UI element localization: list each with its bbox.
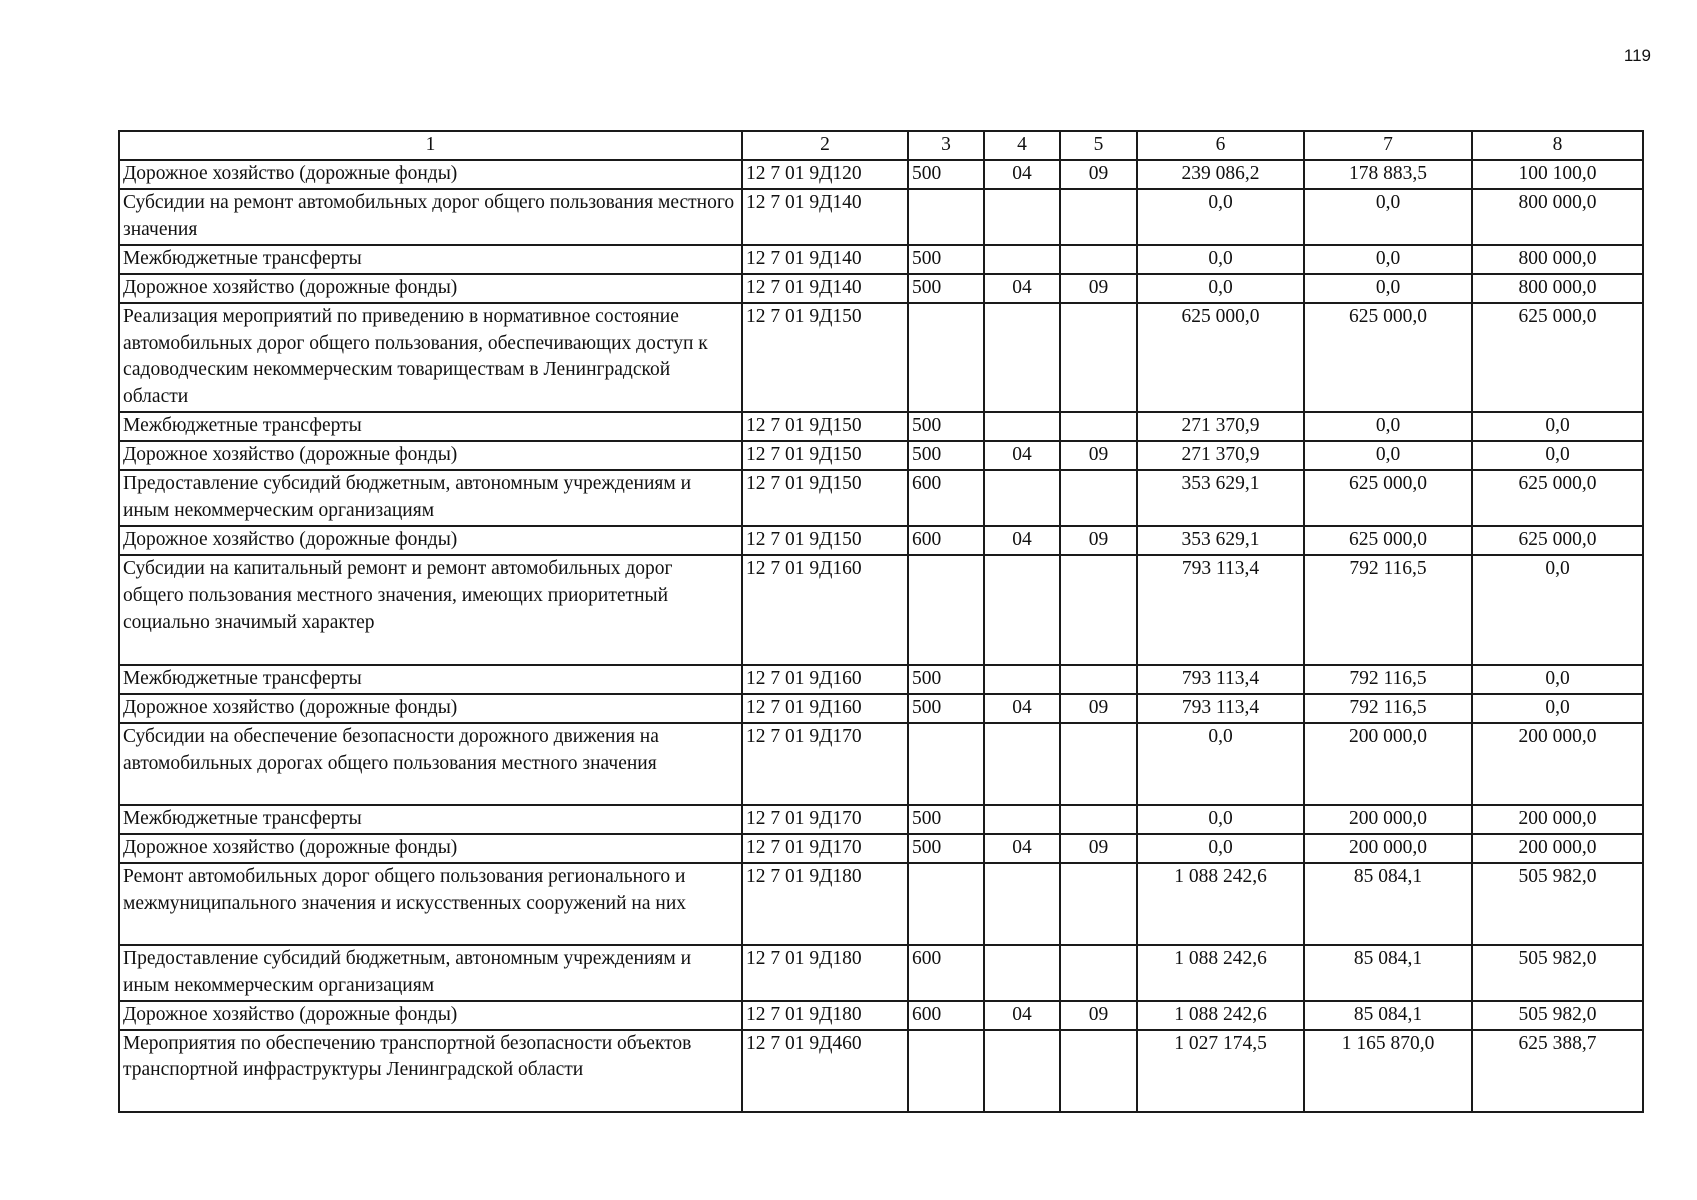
row-value-7: 0,0 xyxy=(1304,412,1472,441)
row-name: Субсидии на обеспечение безопасности дорожного движения на автомобильных дорогах общего пользования местного значения xyxy=(119,723,742,805)
row-col-5 xyxy=(1060,945,1137,1001)
row-value-6: 271 370,9 xyxy=(1137,441,1304,470)
row-value-6: 1 088 242,6 xyxy=(1137,1001,1304,1030)
row-value-8: 800 000,0 xyxy=(1472,274,1643,303)
row-value-6: 0,0 xyxy=(1137,274,1304,303)
row-value-6: 1 088 242,6 xyxy=(1137,945,1304,1001)
row-value-6: 793 113,4 xyxy=(1137,665,1304,694)
row-name: Мероприятия по обеспечению транспортной безопасности объектов транспортной инфраструктуры Ленинградской области xyxy=(119,1030,742,1112)
row-value-6: 1 027 174,5 xyxy=(1137,1030,1304,1112)
header-col-5: 5 xyxy=(1060,131,1137,160)
row-col-3: 500 xyxy=(908,245,984,274)
row-col-5: 09 xyxy=(1060,160,1137,189)
row-value-6: 239 086,2 xyxy=(1137,160,1304,189)
row-col-3: 500 xyxy=(908,160,984,189)
row-value-7: 178 883,5 xyxy=(1304,160,1472,189)
row-value-8: 0,0 xyxy=(1472,555,1643,665)
row-col-5: 09 xyxy=(1060,274,1137,303)
row-value-6: 793 113,4 xyxy=(1137,555,1304,665)
row-value-8: 0,0 xyxy=(1472,665,1643,694)
row-value-8: 505 982,0 xyxy=(1472,945,1643,1001)
row-col-4 xyxy=(984,245,1060,274)
table-row xyxy=(119,1030,1643,1112)
row-value-6: 0,0 xyxy=(1137,834,1304,863)
row-value-6: 1 088 242,6 xyxy=(1137,863,1304,945)
row-name: Межбюджетные трансферты xyxy=(119,665,742,694)
row-value-8: 0,0 xyxy=(1472,412,1643,441)
budget-table xyxy=(118,130,1644,1113)
row-col-4 xyxy=(984,470,1060,526)
row-code: 12 7 01 9Д180 xyxy=(742,1001,908,1030)
row-col-3: 600 xyxy=(908,526,984,555)
row-value-7: 85 084,1 xyxy=(1304,945,1472,1001)
row-col-3: 500 xyxy=(908,441,984,470)
header-col-4: 4 xyxy=(984,131,1060,160)
row-col-5: 09 xyxy=(1060,441,1137,470)
row-value-7: 625 000,0 xyxy=(1304,470,1472,526)
table-row xyxy=(119,303,1643,413)
row-code: 12 7 01 9Д150 xyxy=(742,526,908,555)
header-col-6: 6 xyxy=(1137,131,1304,160)
row-col-4 xyxy=(984,665,1060,694)
row-value-7: 1 165 870,0 xyxy=(1304,1030,1472,1112)
row-col-5 xyxy=(1060,412,1137,441)
row-col-4 xyxy=(984,555,1060,665)
row-value-8: 505 982,0 xyxy=(1472,863,1643,945)
row-value-8: 800 000,0 xyxy=(1472,245,1643,274)
row-col-4: 04 xyxy=(984,834,1060,863)
row-col-3 xyxy=(908,189,984,245)
table-row xyxy=(119,1001,1643,1030)
row-col-3: 600 xyxy=(908,1001,984,1030)
row-value-7: 792 116,5 xyxy=(1304,555,1472,665)
row-name: Межбюджетные трансферты xyxy=(119,245,742,274)
row-value-7: 0,0 xyxy=(1304,189,1472,245)
row-value-7: 200 000,0 xyxy=(1304,723,1472,805)
table-row xyxy=(119,555,1643,665)
row-value-8: 625 000,0 xyxy=(1472,470,1643,526)
row-name: Реализация мероприятий по приведению в нормативное состояние автомобильных дорог общего пользования, обеспечивающих доступ к садоводческим некоммерческим товариществам в Ленинградской области xyxy=(119,303,742,413)
row-col-5 xyxy=(1060,863,1137,945)
table-row xyxy=(119,665,1643,694)
row-value-7: 792 116,5 xyxy=(1304,694,1472,723)
row-col-3: 500 xyxy=(908,665,984,694)
row-col-5: 09 xyxy=(1060,694,1137,723)
row-value-6: 625 000,0 xyxy=(1137,303,1304,413)
row-code: 12 7 01 9Д160 xyxy=(742,555,908,665)
table-row xyxy=(119,441,1643,470)
row-name: Предоставление субсидий бюджетным, автономным учреждениям и иным некоммерческим организациям xyxy=(119,470,742,526)
row-code: 12 7 01 9Д460 xyxy=(742,1030,908,1112)
table-row xyxy=(119,189,1643,245)
row-code: 12 7 01 9Д170 xyxy=(742,805,908,834)
table-row xyxy=(119,412,1643,441)
row-value-8: 625 000,0 xyxy=(1472,303,1643,413)
row-name: Дорожное хозяйство (дорожные фонды) xyxy=(119,694,742,723)
row-name: Дорожное хозяйство (дорожные фонды) xyxy=(119,441,742,470)
row-value-7: 625 000,0 xyxy=(1304,303,1472,413)
row-value-7: 85 084,1 xyxy=(1304,863,1472,945)
table-row xyxy=(119,694,1643,723)
row-col-4: 04 xyxy=(984,274,1060,303)
row-value-6: 0,0 xyxy=(1137,245,1304,274)
row-col-4: 04 xyxy=(984,1001,1060,1030)
row-value-8: 200 000,0 xyxy=(1472,723,1643,805)
table-row xyxy=(119,274,1643,303)
row-value-7: 625 000,0 xyxy=(1304,526,1472,555)
row-col-3 xyxy=(908,555,984,665)
row-col-3: 500 xyxy=(908,412,984,441)
header-col-7: 7 xyxy=(1304,131,1472,160)
row-name: Дорожное хозяйство (дорожные фонды) xyxy=(119,1001,742,1030)
row-col-3 xyxy=(908,863,984,945)
row-code: 12 7 01 9Д140 xyxy=(742,245,908,274)
row-col-5 xyxy=(1060,189,1137,245)
row-value-8: 505 982,0 xyxy=(1472,1001,1643,1030)
row-col-4 xyxy=(984,303,1060,413)
row-value-8: 200 000,0 xyxy=(1472,834,1643,863)
row-value-6: 353 629,1 xyxy=(1137,526,1304,555)
row-name: Дорожное хозяйство (дорожные фонды) xyxy=(119,274,742,303)
table-row xyxy=(119,805,1643,834)
row-col-5 xyxy=(1060,723,1137,805)
row-name: Субсидии на капитальный ремонт и ремонт автомобильных дорог общего пользования местного значения, имеющих приоритетный социально значимый характер xyxy=(119,555,742,665)
row-name: Предоставление субсидий бюджетным, автономным учреждениям и иным некоммерческим организациям xyxy=(119,945,742,1001)
row-code: 12 7 01 9Д170 xyxy=(742,723,908,805)
row-col-4: 04 xyxy=(984,160,1060,189)
row-col-4: 04 xyxy=(984,694,1060,723)
row-name: Дорожное хозяйство (дорожные фонды) xyxy=(119,834,742,863)
table-row xyxy=(119,245,1643,274)
row-col-5 xyxy=(1060,245,1137,274)
table-row xyxy=(119,470,1643,526)
row-col-5 xyxy=(1060,1030,1137,1112)
row-code: 12 7 01 9Д150 xyxy=(742,412,908,441)
row-value-7: 200 000,0 xyxy=(1304,834,1472,863)
row-col-4: 04 xyxy=(984,441,1060,470)
header-col-3: 3 xyxy=(908,131,984,160)
row-value-8: 625 000,0 xyxy=(1472,526,1643,555)
row-value-8: 100 100,0 xyxy=(1472,160,1643,189)
row-name: Субсидии на ремонт автомобильных дорог общего пользования местного значения xyxy=(119,189,742,245)
table-row xyxy=(119,834,1643,863)
row-value-6: 271 370,9 xyxy=(1137,412,1304,441)
row-code: 12 7 01 9Д160 xyxy=(742,694,908,723)
row-value-7: 200 000,0 xyxy=(1304,805,1472,834)
header-col-1: 1 xyxy=(119,131,742,160)
row-value-8: 800 000,0 xyxy=(1472,189,1643,245)
table-row xyxy=(119,945,1643,1001)
row-col-3: 500 xyxy=(908,694,984,723)
row-value-8: 0,0 xyxy=(1472,694,1643,723)
row-col-5 xyxy=(1060,470,1137,526)
table-row xyxy=(119,863,1643,945)
row-col-4 xyxy=(984,1030,1060,1112)
header-col-2: 2 xyxy=(742,131,908,160)
row-col-4: 04 xyxy=(984,526,1060,555)
row-code: 12 7 01 9Д150 xyxy=(742,441,908,470)
row-col-4 xyxy=(984,863,1060,945)
row-code: 12 7 01 9Д150 xyxy=(742,470,908,526)
row-col-3: 600 xyxy=(908,945,984,1001)
row-code: 12 7 01 9Д170 xyxy=(742,834,908,863)
row-col-5 xyxy=(1060,805,1137,834)
row-code: 12 7 01 9Д180 xyxy=(742,863,908,945)
table-row xyxy=(119,160,1643,189)
row-col-3 xyxy=(908,723,984,805)
row-name: Дорожное хозяйство (дорожные фонды) xyxy=(119,526,742,555)
row-col-5: 09 xyxy=(1060,1001,1137,1030)
row-col-4 xyxy=(984,723,1060,805)
table-row xyxy=(119,723,1643,805)
row-col-5 xyxy=(1060,665,1137,694)
table-row xyxy=(119,526,1643,555)
row-value-7: 0,0 xyxy=(1304,441,1472,470)
page-number: 119 xyxy=(1623,46,1651,65)
row-code: 12 7 01 9Д140 xyxy=(742,274,908,303)
row-col-4 xyxy=(984,189,1060,245)
row-name: Ремонт автомобильных дорог общего пользования регионального и межмуниципального значения и искусственных сооружений на них xyxy=(119,863,742,945)
header-col-8: 8 xyxy=(1472,131,1643,160)
row-value-7: 85 084,1 xyxy=(1304,1001,1472,1030)
row-value-8: 0,0 xyxy=(1472,441,1643,470)
row-col-5: 09 xyxy=(1060,526,1137,555)
row-code: 12 7 01 9Д140 xyxy=(742,189,908,245)
row-value-6: 793 113,4 xyxy=(1137,694,1304,723)
row-col-3: 500 xyxy=(908,274,984,303)
row-value-6: 353 629,1 xyxy=(1137,470,1304,526)
row-value-6: 0,0 xyxy=(1137,723,1304,805)
row-col-5 xyxy=(1060,303,1137,413)
row-name: Дорожное хозяйство (дорожные фонды) xyxy=(119,160,742,189)
table-header-row xyxy=(119,131,1643,160)
row-col-3: 500 xyxy=(908,834,984,863)
row-name: Межбюджетные трансферты xyxy=(119,805,742,834)
row-col-3 xyxy=(908,303,984,413)
row-col-3 xyxy=(908,1030,984,1112)
row-code: 12 7 01 9Д180 xyxy=(742,945,908,1001)
row-value-6: 0,0 xyxy=(1137,805,1304,834)
row-col-3: 600 xyxy=(908,470,984,526)
row-value-6: 0,0 xyxy=(1137,189,1304,245)
row-name: Межбюджетные трансферты xyxy=(119,412,742,441)
row-value-8: 200 000,0 xyxy=(1472,805,1643,834)
row-col-5: 09 xyxy=(1060,834,1137,863)
row-code: 12 7 01 9Д150 xyxy=(742,303,908,413)
row-value-7: 0,0 xyxy=(1304,274,1472,303)
row-value-7: 792 116,5 xyxy=(1304,665,1472,694)
row-col-4 xyxy=(984,412,1060,441)
table-body xyxy=(119,160,1643,1112)
row-value-8: 625 388,7 xyxy=(1472,1030,1643,1112)
row-col-4 xyxy=(984,945,1060,1001)
row-code: 12 7 01 9Д120 xyxy=(742,160,908,189)
row-value-7: 0,0 xyxy=(1304,245,1472,274)
row-col-3: 500 xyxy=(908,805,984,834)
row-col-5 xyxy=(1060,555,1137,665)
row-col-4 xyxy=(984,805,1060,834)
row-code: 12 7 01 9Д160 xyxy=(742,665,908,694)
